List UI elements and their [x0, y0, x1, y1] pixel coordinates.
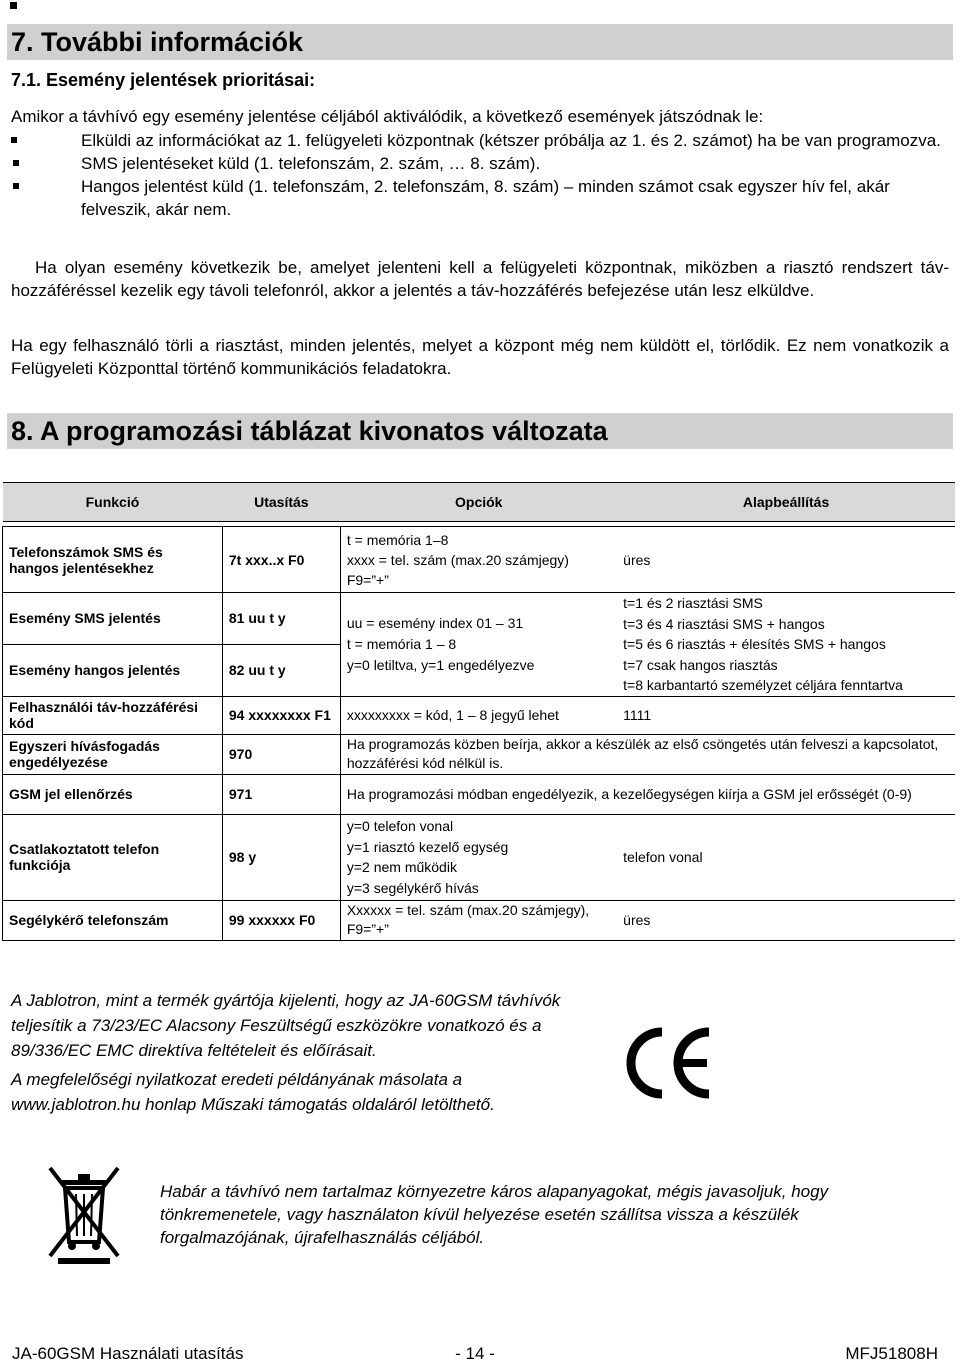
- ce-mark-svg: [614, 1020, 724, 1106]
- bullet-text: Hangos jelentést küld (1. telefonszám, 2. telefonszám, 8. szám) – minden számot csak egyszer hív fel, akár felveszik, akár nem.: [81, 177, 890, 219]
- page-number: - 14 -: [455, 1344, 495, 1363]
- cell-function: Csatlakoztatott telefon funkciója: [3, 814, 223, 900]
- bullet-text: SMS jelentéseket küld (1. telefonszám, 2. szám, … 8. szám).: [81, 154, 541, 173]
- cell-function: Telefonszámok SMS és hangos jelentésekhez: [3, 527, 223, 593]
- weee-text: Habár a távhívó nem tartalmaz környezetre káros alapanyagokat, mégis javasoljuk, hogy tönkremenetele, vagy használaton kívül helyezése esetén szállítsa vissza a készülék forgalmazójának, újrafelhasználás céljából.: [160, 1182, 829, 1247]
- table-row: [3, 814, 956, 900]
- default-line: t=5 és 6 riasztás + élesítés SMS + hangos: [623, 636, 886, 652]
- cell-function: Segélykérő telefonszám: [3, 900, 223, 940]
- bullet-square: [11, 137, 17, 143]
- option-line: y=0 letiltva, y=1 engedélyezve: [346, 656, 535, 673]
- cell-options: [340, 527, 617, 593]
- bullet-item: [11, 152, 949, 175]
- cell-command: 99 xxxxxx F0: [222, 900, 340, 940]
- header-opciok: Opciók: [340, 483, 617, 522]
- cell-command: 970: [222, 734, 340, 774]
- option-line: uu = esemény index 01 – 31: [346, 614, 524, 631]
- option-line: t = memória 1 – 8: [346, 635, 457, 652]
- cell-options: Ha programozás közben beírja, akkor a készülék az első csöngetés után felveszi a kapcsolatot, hozzáférési kód nélkül is.: [340, 734, 955, 774]
- section-7-1-subtitle: 7.1. Esemény jelentések prioritásai:: [11, 70, 316, 90]
- table-row: [3, 593, 956, 645]
- default-line: t=8 karbantartó személyzet céljára fenntartva: [623, 677, 903, 693]
- programming-table: [2, 482, 955, 941]
- section-7-title: 7. További információk: [11, 27, 304, 57]
- cell-command: 94 xxxxxxxx F1: [222, 696, 340, 734]
- ce-mark-icon: [614, 1020, 724, 1106]
- cell-options: Xxxxxx = tel. szám (max.20 számjegy), F9=”+”: [340, 900, 617, 940]
- header-alapbeallitas: Alapbeállítás: [617, 483, 955, 522]
- option-line: t = memória 1–8: [346, 531, 449, 548]
- option-line: y=0 telefon vonal: [346, 818, 454, 834]
- bullet-list: [11, 129, 949, 221]
- footer-right: MFJ51808H: [845, 1344, 938, 1363]
- bullet-square: [13, 160, 19, 166]
- header-funkcio: Funkció: [3, 483, 223, 522]
- cell-function: Egyszeri hívásfogadás engedélyezése: [3, 734, 223, 774]
- default-line: t=1 és 2 riasztási SMS: [623, 595, 763, 611]
- section-7-heading-bar: [7, 24, 953, 60]
- section-8-heading-bar: [7, 413, 953, 449]
- default-line: t=7 csak hangos riasztás: [623, 656, 778, 673]
- cell-default: [617, 593, 955, 697]
- top-bullet: [10, 2, 17, 9]
- declaration-copy-text: A megfelelőségi nyilatkozat eredeti példányának másolata a www.jablotron.hu honlap Műszaki támogatás oldaláról letölthető.: [11, 1070, 495, 1114]
- paragraph-1: Ha olyan esemény következik be, amelyet jelenteni kell a felügyeleti központnak, miközben a riasztó rendszert táv-hozzáféréssel kezelik egy távoli telefonról, akkor a jelentés a táv-hozzáférés befejezése után lesz elküldve.: [11, 258, 949, 300]
- cell-options: Ha programozási módban engedélyezik, a kezelőegységen kiírja a GSM jel erősségét (0-9): [340, 774, 955, 814]
- bullet-square: [13, 183, 19, 189]
- bullet-text: Elküldi az információkat az 1. felügyeleti központnak (kétszer próbálja az 1. és 2. számot) ha be van programozva.: [81, 131, 941, 150]
- section-8-title: 8. A programozási táblázat kivonatos változata: [11, 416, 608, 446]
- cell-command: 98 y: [222, 814, 340, 900]
- cell-command: 7t xxx..x F0: [222, 527, 340, 593]
- cell-function: Esemény hangos jelentés: [3, 644, 223, 696]
- cell-function: Esemény SMS jelentés: [3, 593, 223, 645]
- option-line: y=3 segélykérő hívás: [346, 879, 479, 896]
- intro-line: Amikor a távhívó egy esemény jelentése céljából aktiválódik, a következő események játszódnak le:: [11, 107, 764, 126]
- table-row: [3, 900, 956, 940]
- option-line: xxxx = tel. szám (max.20 számjegy): [346, 551, 569, 568]
- cell-function: Felhasználói táv-hozzáférési kód: [3, 696, 223, 734]
- bin-svg: [36, 1160, 132, 1266]
- bullet-item: [11, 175, 949, 221]
- cell-default: telefon vonal: [617, 814, 955, 900]
- cell-command: 971: [222, 774, 340, 814]
- table-row: [3, 734, 956, 774]
- header-utasitas: Utasítás: [222, 483, 340, 522]
- cell-default: üres: [617, 527, 955, 593]
- cell-options: xxxxxxxxx = kód, 1 – 8 jegyű lehet: [340, 696, 617, 734]
- cell-options: [340, 814, 617, 900]
- cell-default: 1111: [617, 696, 955, 734]
- paragraph-2: Ha egy felhasználó törli a riasztást, minden jelentés, melyet a központ még nem küldött el, törlődik. Ez nem vonatkozik a Felügyeleti Központtal történő kommunikációs feladatokra.: [11, 336, 949, 378]
- cell-command: 82 uu t y: [222, 644, 340, 696]
- option-line: F9=”+”: [346, 571, 389, 588]
- bullet-item: [11, 129, 949, 152]
- default-line: t=3 és 4 riasztási SMS + hangos: [623, 615, 825, 632]
- table-row: [3, 696, 956, 734]
- table-row: [3, 774, 956, 814]
- declaration-text: A Jablotron, mint a termék gyártója kijelenti, hogy az JA-60GSM távhívók teljesítik a 73/23/EC Alacsony Feszültségű eszközökre vonatkozó és a 89/336/EC EMC direktíva feltételeit és előírásait.: [11, 991, 561, 1060]
- crossed-out-bin-icon: [36, 1160, 132, 1266]
- cell-function: GSM jel ellenőrzés: [3, 774, 223, 814]
- cell-default: üres: [617, 900, 955, 940]
- table-header-row: [3, 483, 956, 522]
- cell-options: [340, 593, 617, 697]
- footer-left: JA-60GSM Használati utasítás: [12, 1344, 244, 1363]
- table-row: [3, 527, 956, 593]
- cell-command: 81 uu t y: [222, 593, 340, 645]
- option-line: y=1 riasztó kezelő egység: [346, 838, 509, 855]
- option-line: y=2 nem működik: [346, 859, 457, 875]
